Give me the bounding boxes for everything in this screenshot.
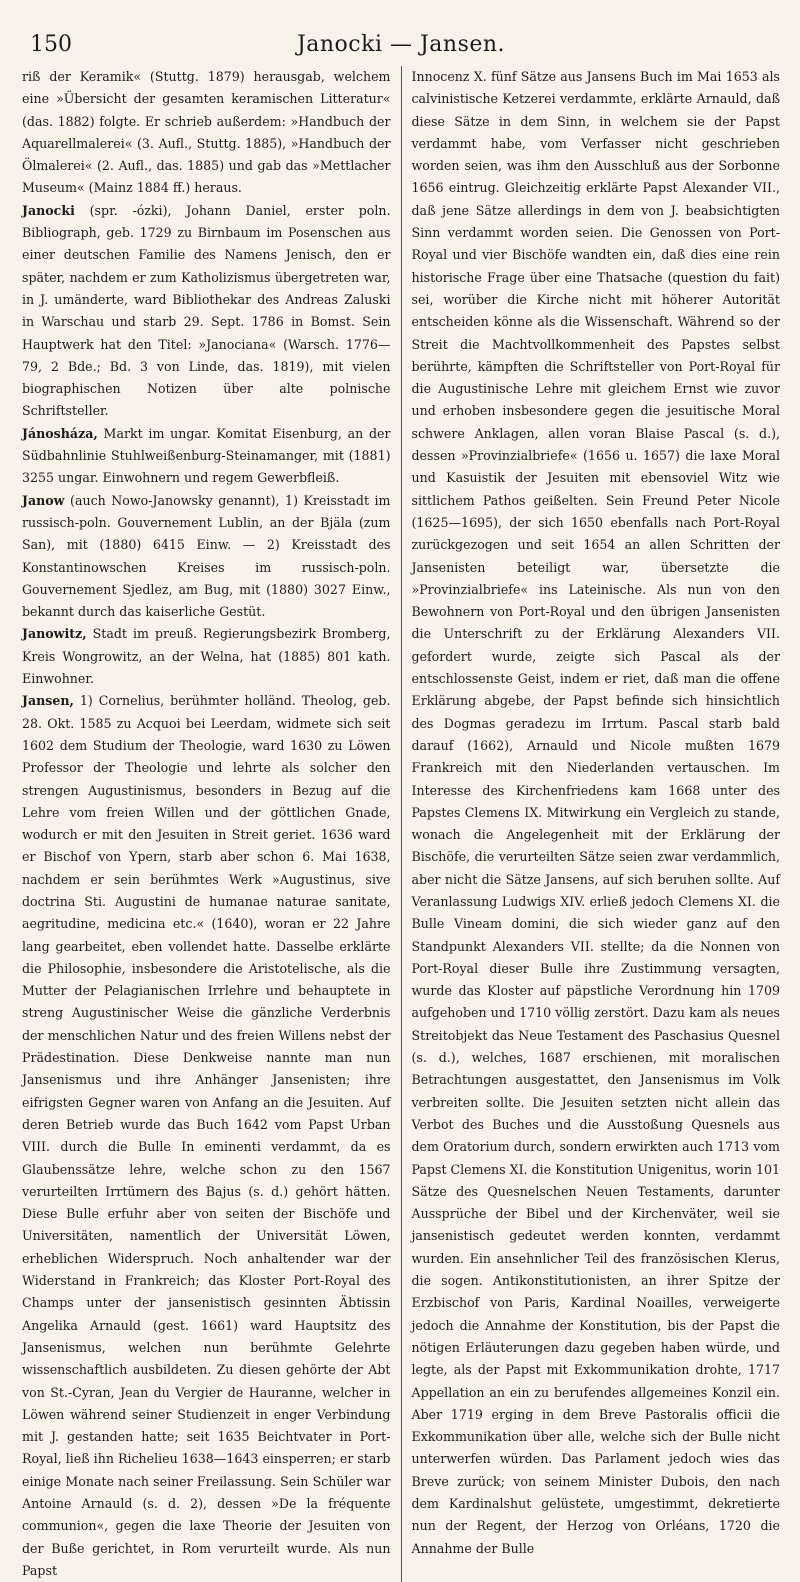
entry-continuation (22, 66, 391, 200)
entry-headword: Janocki (22, 202, 75, 218)
running-title: Janocki — Jansen. (296, 32, 506, 57)
entry-text: Stadt im preuß. Regierungsbezirk Bromberg, Kreis Wongrowitz, an der Welna, hat (1885) 801 kath. Einwohner. (22, 626, 391, 687)
entry-headword: Jansen, (22, 693, 74, 709)
entry-jansen (22, 690, 391, 1582)
entry-headword: Janow (22, 492, 65, 508)
entry-jansen-continued (412, 66, 781, 1560)
entry-headword: Jánosháza, (22, 425, 98, 441)
entry-text: (auch Nowo-Janowsky genannt), 1) Kreisstadt im russisch-poln. Gouvernement Lublin, an der Bjäla (zum San), mit (1880) 6415 Einw. — 2) Kreisstadt des Konstantinowschen Kreises im russisch-poln. Gouvernement Sjedlez, am Bug, mit (1880) 3027 Einw., bekannt durch das kaiserliche Gestüt. (22, 492, 391, 620)
entry-text: riß der Keramik« (Stuttg. 1879) herausgab, welchem eine »Übersicht der gesamten keramischen Litteratur« (das. 1882) folgte. Er schrieb außerdem: »Handbuch der Aquarellmalerei« (3. Aufl., Stuttg. 1885), »Handbuch der Ölmalerei« (2. Aufl., das. 1885) und gab das »Mettlacher Museum« (Mainz 1884 ff.) heraus. (22, 69, 391, 196)
right-column (401, 66, 781, 1582)
entry-text: 1) Cornelius, berühmter holländ. Theolog, geb. 28. Okt. 1585 zu Acquoi bei Leerdam, widmete sich seit 1602 dem Studium der Theologie, ward 1630 zu Löwen Professor der Theologie und lehrte als solcher den strengen Augustinismus, besonders in Bezug auf die Lehre vom freien Willen und der göttlichen Gnade, wodurch er mit den Jesuiten in Streit geriet. 1636 ward er Bischof von Ypern, starb aber schon 6. Mai 1638, nachdem er sein berühmtes Werk »Augustinus, sive doctrina Sti. Augustini de humanae naturae sanitate, aegritudine, medicina etc.« (1640), woran er 22 Jahre lang gearbeitet, eben vollendet hatte. Dasselbe erklärte die Philosophie, insbesondere die Aristotelische, als die Mutter der Pelagianischen Irrlehre und behauptete in streng Augustinischer Weise die gänzliche Verderbnis der menschlichen Natur und des freien Willens nebst der Prädestination. Diese Denkweise nannte man nun Jansenismus und ihre Anhänger Jansenisten; ihre eifrigsten Gegner waren von Anfang an die Jesuiten. Auf deren Betrieb wurde das Buch 1642 vom Papst Urban VIII. durch die Bulle In eminenti verdammt, da es Glaubenssätze lehre, welche schon zu den 1567 verurteilten Irrtümern des Bajus (s. d.) gehört hätten. Diese Bulle erfuhr aber von seiten der Bischöfe und Universitäten, namentlich der Universität Löwen, erheblichen Widerspruch. Noch anhaltender war der Widerstand in Frankreich; das Kloster Port-Royal des Champs unter der jansenistisch gesinnten Äbtissin Angelika Arnauld (gest. 1661) ward Hauptsitz des Jansenismus, welchen nun berühmte Gelehrte wissenschaftlich ausbildeten. Zu diesen gehörte der Abt von St.-Cyran, Jean du Vergier de Hauranne, welcher in Löwen während seiner Studienzeit in enger Verbindung mit J. gestanden hatte; seit 1635 Beichtvater in Port-Royal, ließ ihn Richelieu 1638—1643 einsperren; er starb einige Monate nach seiner Freilassung. Sein Schüler war Antoine Arnauld (s. d. 2), dessen »De la fréquente communion«, gegen die laxe Theorie der Jesuiten von der Buße gerichtet, in Rom verurteilt wurde. Als nun Papst (22, 693, 391, 1578)
text-columns (22, 66, 780, 1582)
entry-text: Markt im ungar. Komitat Eisenburg, an der Südbahnlinie Stuhlweißenburg-Steinamanger, mit (1881) 3255 ungar. Einwohnern und regem Gewerbfleiß. (22, 425, 391, 486)
entry-janocki (22, 200, 391, 423)
entry-text: Innocenz X. fünf Sätze aus Jansens Buch im Mai 1653 als calvinistische Ketzerei verdammte, erklärte Arnauld, daß diese Sätze in dem Sinn, in welchem sie der Papst verdammt habe, vom Verfasser nicht geschrieben worden seien, was ihm den Ausschluß aus der Sorbonne 1656 eintrug. Gleichzeitig erklärte Papst Alexander VII., daß jene Sätze allerdings in dem von J. beabsichtigten Sinn verdammt worden seien. Die Genossen von Port-Royal und vier Bischöfe wandten ein, daß dies eine rein historische Frage über eine Thatsache (question du fait) sei, worüber die Kirche nicht mit höherer Autorität entscheiden könne als die Wissenschaft. Während so der Streit die Machtvollkommenheit des Papstes selbst berührte, kämpften die Schriftsteller von Port-Royal für die Augustinische Lehre mit gleichem Ernst wie zuvor und erhoben insbesondere gegen die jesuitische Moral schwere Anklagen, allen voran Blaise Pascal (s. d.), dessen »Provinzialbriefe« (1656 u. 1657) die laxe Moral und Kasuistik der Jesuiten mit ebensoviel Witz wie sittlichem Pathos geißelten. Sein Freund Peter Nicole (1625—1695), der sich 1650 ebenfalls nach Port-Royal zurückgezogen und seit 1654 an allen Schritten der Jansenisten beteiligt war, übersetzte die »Provinzialbriefe« ins Lateinische. Als nun von den Bewohnern von Port-Royal und den übrigen Jansenisten die Unterschrift zu der Erklärung Alexanders VII. gefordert wurde, zeigte sich Pascal als der entschlossenste Geist, indem er riet, daß man die offene Erklärung abgebe, der Papst befinde sich hinsichtlich des Dogmas geradezu im Irrtum. Pascal starb bald darauf (1662), Arnauld und Nicole mußten 1679 Frankreich mit den Niederlanden vertauschen. Im Interesse des Kirchenfriedens kam 1668 unter des Papstes Clemens IX. Mitwirkung ein Vergleich zu stande, wonach die Angelegenheit mit der Erklärung der Bischöfe, die verurteilten Sätze seien zwar verdammlich, aber nicht die Sätze Jansens, auf sich beruhen sollte. Auf Veranlassung Ludwigs XIV. erließ jedoch Clemens XI. die Bulle Vineam domini, die sich wieder ganz auf den Standpunkt Alexanders VII. stellte; da die Nonnen von Port-Royal dieser Bulle ihre Zustimmung versagten, wurde das Kloster auf päpstliche Verordnung hin 1709 aufgehoben und 1710 völlig zerstört. Dazu kam als neues Streitobjekt das Neue Testament des Paschasius Quesnel (s. d.), welches, 1687 erschienen, mit moralischen Betrachtungen ausgestattet, den Jansenismus im Volk verbreiten sollte. Die Jesuiten setzten nicht allein das Verbot des Buches und die Ausstoßung Quesnels aus dem Oratorium durch, sondern erwirkten auch 1713 vom Papst Clemens XI. die Konstitution Unigenitus, worin 101 Sätze des Quesnelschen Neuen Testaments, darunter Aussprüche der Bibel und der Kirchenväter, weil sie jansenistisch gedeutet werden konnten, verdammt wurden. Ein ansehnlicher Teil des französischen Klerus, die sogen. Antikonstitutionisten, an ihrer Spitze der Erzbischof von Paris, Kardinal Noailles, verweigerte jedoch die Annahme der Konstitution, bis der Papst die nötigen Erläuterungen dazu gegeben haben würde, und legte, als der Papst mit Exkommunikation drohte, 1717 Appellation an ein zu berufendes allgemeines Konzil ein. Aber 1719 erging in dem Breve Pastoralis officii die Exkommunikation über alle, welche sich der Bulle nicht unterwerfen würden. Das Parlament jedoch wies das Breve zurück; von seinem Minister Dubois, den nach dem Kardinalshut gelüstete, umgestimmt, dekretierte nun der Regent, der Herzog von Orléans, 1720 die Annahme der Bulle (411, 69, 780, 1556)
entry-text: (spr. -ózki), Johann Daniel, erster poln. Bibliograph, geb. 1729 zu Birnbaum im Posenschen aus einer deutschen Familie des Namens Jenisch, den er später, nachdem er zum Katholizismus übergetreten war, in J. umänderte, ward Bibliothekar des Andreas Zaluski in Warschau und starb 29. Sept. 1786 in Bomst. Sein Hauptwerk hat den Titel: »Janociana« (Warsch. 1776—79, 2 Bde.; Bd. 3 von Linde, das. 1819), mit vielen biographischen Notizen über alte polnische Schriftsteller. (22, 202, 391, 419)
entry-janow (22, 490, 391, 624)
entry-janoshaza (22, 423, 391, 490)
left-column (22, 66, 391, 1582)
entry-janowitz (22, 623, 391, 690)
page-number: 150 (30, 32, 72, 57)
page-header (22, 30, 780, 66)
entry-headword: Janowitz, (22, 626, 87, 642)
